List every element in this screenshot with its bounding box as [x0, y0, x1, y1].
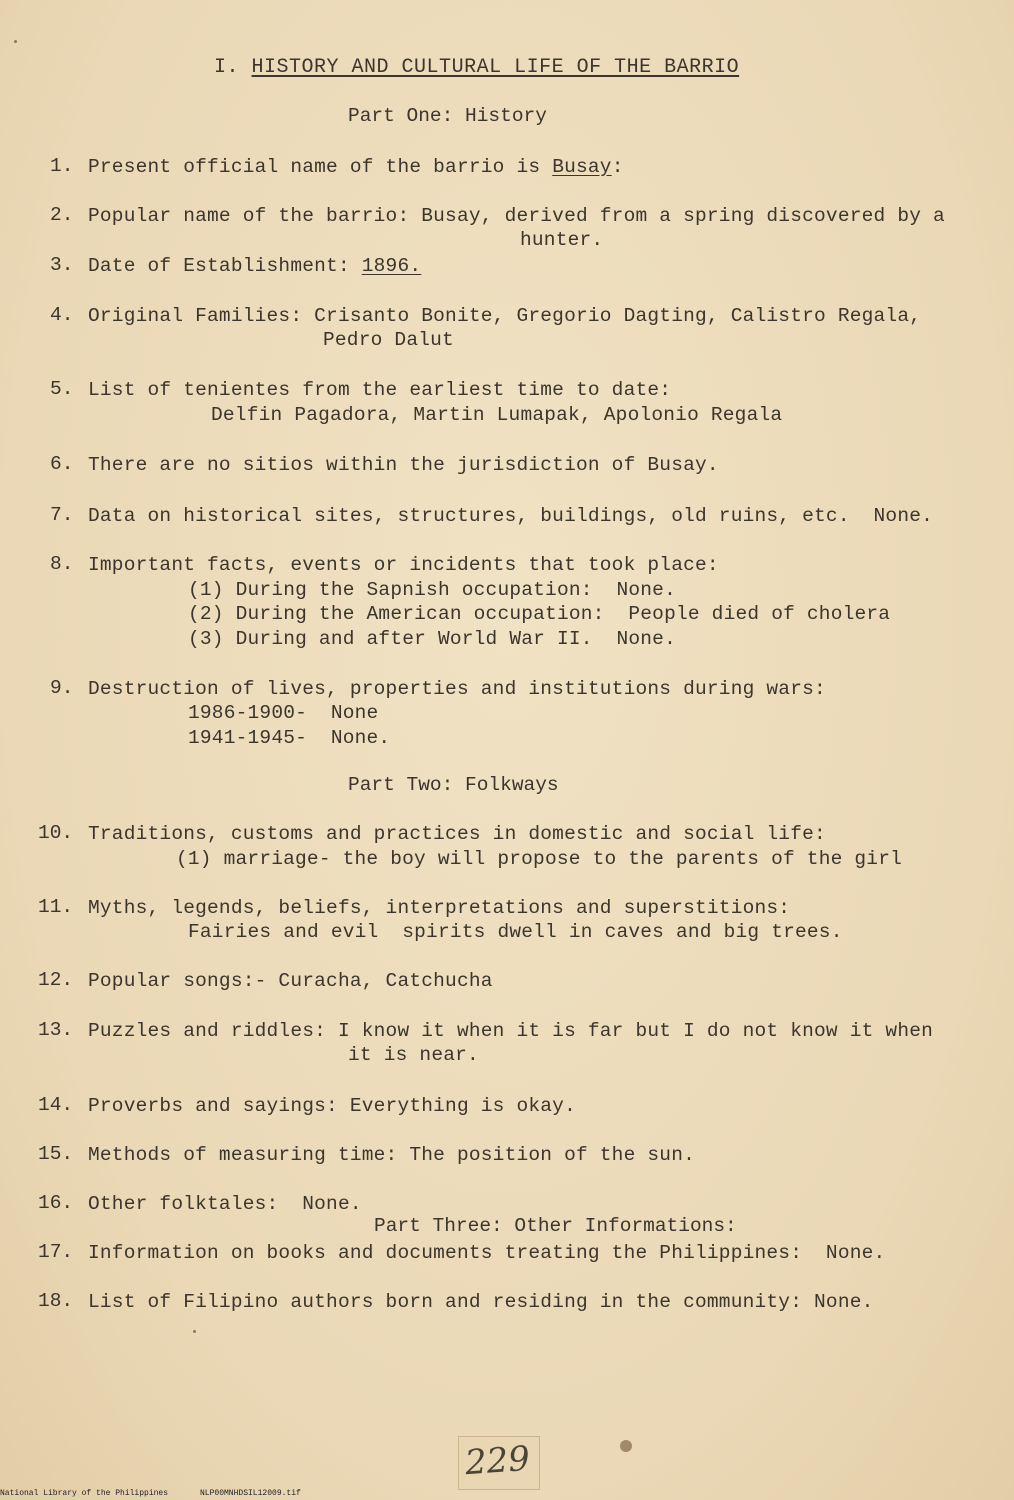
item-8-line1: Important facts, events or incidents that took place: — [88, 554, 719, 576]
item-number: 15. — [38, 1143, 74, 1165]
item-number: 16. — [38, 1192, 74, 1214]
ink-spot — [620, 1440, 632, 1452]
item-9-line1: Destruction of lives, properties and institutions during wars: — [88, 678, 826, 700]
item-9-sub2: 1941-1945- None. — [188, 727, 391, 749]
item-5-line1: List of tenientes from the earliest time to date: — [88, 379, 672, 401]
page-number-text: 229 — [463, 1438, 532, 1484]
item-number: 7. — [50, 504, 74, 526]
item-1: Present official name of the barrio is Busay: — [88, 156, 624, 178]
item-16: Other folktales: None. — [88, 1193, 362, 1215]
item-11-line2: Fairies and evil spirits dwell in caves and big trees. — [188, 921, 843, 943]
item-number: 2. — [50, 204, 74, 226]
item-number: 8. — [50, 553, 74, 575]
item-6: There are no sitios within the jurisdiction of Busay. — [88, 454, 719, 476]
item-number: 1. — [50, 155, 74, 177]
title-text: HISTORY AND CULTURAL LIFE OF THE BARRIO — [251, 56, 740, 79]
item-5-line2: Delfin Pagadora, Martin Lumapak, Apolonio Regala — [211, 404, 783, 426]
footer-filename: NLP00MNHDSIL12009.tif — [200, 1489, 301, 1498]
item-number: 10. — [38, 822, 74, 844]
part-one-heading: Part One: History — [348, 105, 547, 127]
item-11-line1: Myths, legends, beliefs, interpretations and superstitions: — [88, 897, 791, 919]
item-9-sub1: 1986-1900- None — [188, 702, 379, 724]
item-13-line1: Puzzles and riddles: I know it when it is far but I do not know it when — [88, 1020, 934, 1042]
ink-spot — [193, 1330, 196, 1333]
item-number: 14. — [38, 1094, 74, 1116]
item-12: Popular songs:- Curacha, Catchucha — [88, 970, 493, 992]
title-roman-numeral: I. — [214, 56, 240, 79]
item-1-label: Present official name of the barrio is — [88, 156, 553, 178]
item-18: List of Filipino authors born and residing in the community: None. — [88, 1291, 874, 1313]
item-number: 12. — [38, 969, 74, 991]
item-2-line2: hunter. — [520, 229, 604, 251]
handwritten-page-number — [458, 1436, 540, 1490]
item-number: 11. — [38, 896, 74, 918]
item-10-line1: Traditions, customs and practices in domestic and social life: — [88, 823, 826, 845]
item-8-sub3: (3) During and after World War II. None. — [188, 628, 676, 650]
item-10-line2: (1) marriage- the boy will propose to the parents of the girl — [176, 848, 903, 870]
item-number: 17. — [38, 1241, 74, 1263]
item-7: Data on historical sites, structures, buildings, old ruins, etc. None. — [88, 505, 934, 527]
item-4-line1: Original Families: Crisanto Bonite, Gregorio Dagting, Calistro Regala, — [88, 305, 922, 327]
item-14: Proverbs and sayings: Everything is okay. — [88, 1095, 576, 1117]
barrio-official-name: Busay — [552, 156, 612, 178]
item-number: 5. — [50, 378, 74, 400]
item-3-label: Date of Establishment: — [88, 255, 362, 277]
item-17: Information on books and documents treating the Philippines: None. — [88, 1242, 886, 1264]
item-number: 6. — [50, 453, 74, 475]
item-number: 3. — [50, 254, 74, 276]
document-title — [214, 56, 739, 79]
footer-library: National Library of the Philippines — [0, 1489, 169, 1498]
item-4-line2: Pedro Dalut — [323, 329, 454, 351]
establishment-date: 1896. — [361, 255, 422, 277]
ink-spot — [14, 40, 17, 43]
item-15: Methods of measuring time: The position of the sun. — [88, 1144, 695, 1166]
item-8-sub1: (1) During the Sapnish occupation: None. — [188, 579, 676, 601]
item-3 — [88, 254, 421, 278]
part-two-heading: Part Two: Folkways — [348, 774, 559, 796]
item-number: 18. — [38, 1290, 74, 1312]
item-number: 4. — [50, 304, 74, 326]
item-number: 13. — [38, 1019, 74, 1041]
item-8-sub2: (2) During the American occupation: People died of cholera — [188, 603, 891, 625]
item-number: 9. — [50, 677, 74, 699]
item-13-line2: it is near. — [348, 1044, 479, 1066]
item-2-line1: Popular name of the barrio: Busay, derived from a spring discovered by a — [88, 205, 945, 227]
part-three-heading: Part Three: Other Informations: — [374, 1215, 737, 1237]
